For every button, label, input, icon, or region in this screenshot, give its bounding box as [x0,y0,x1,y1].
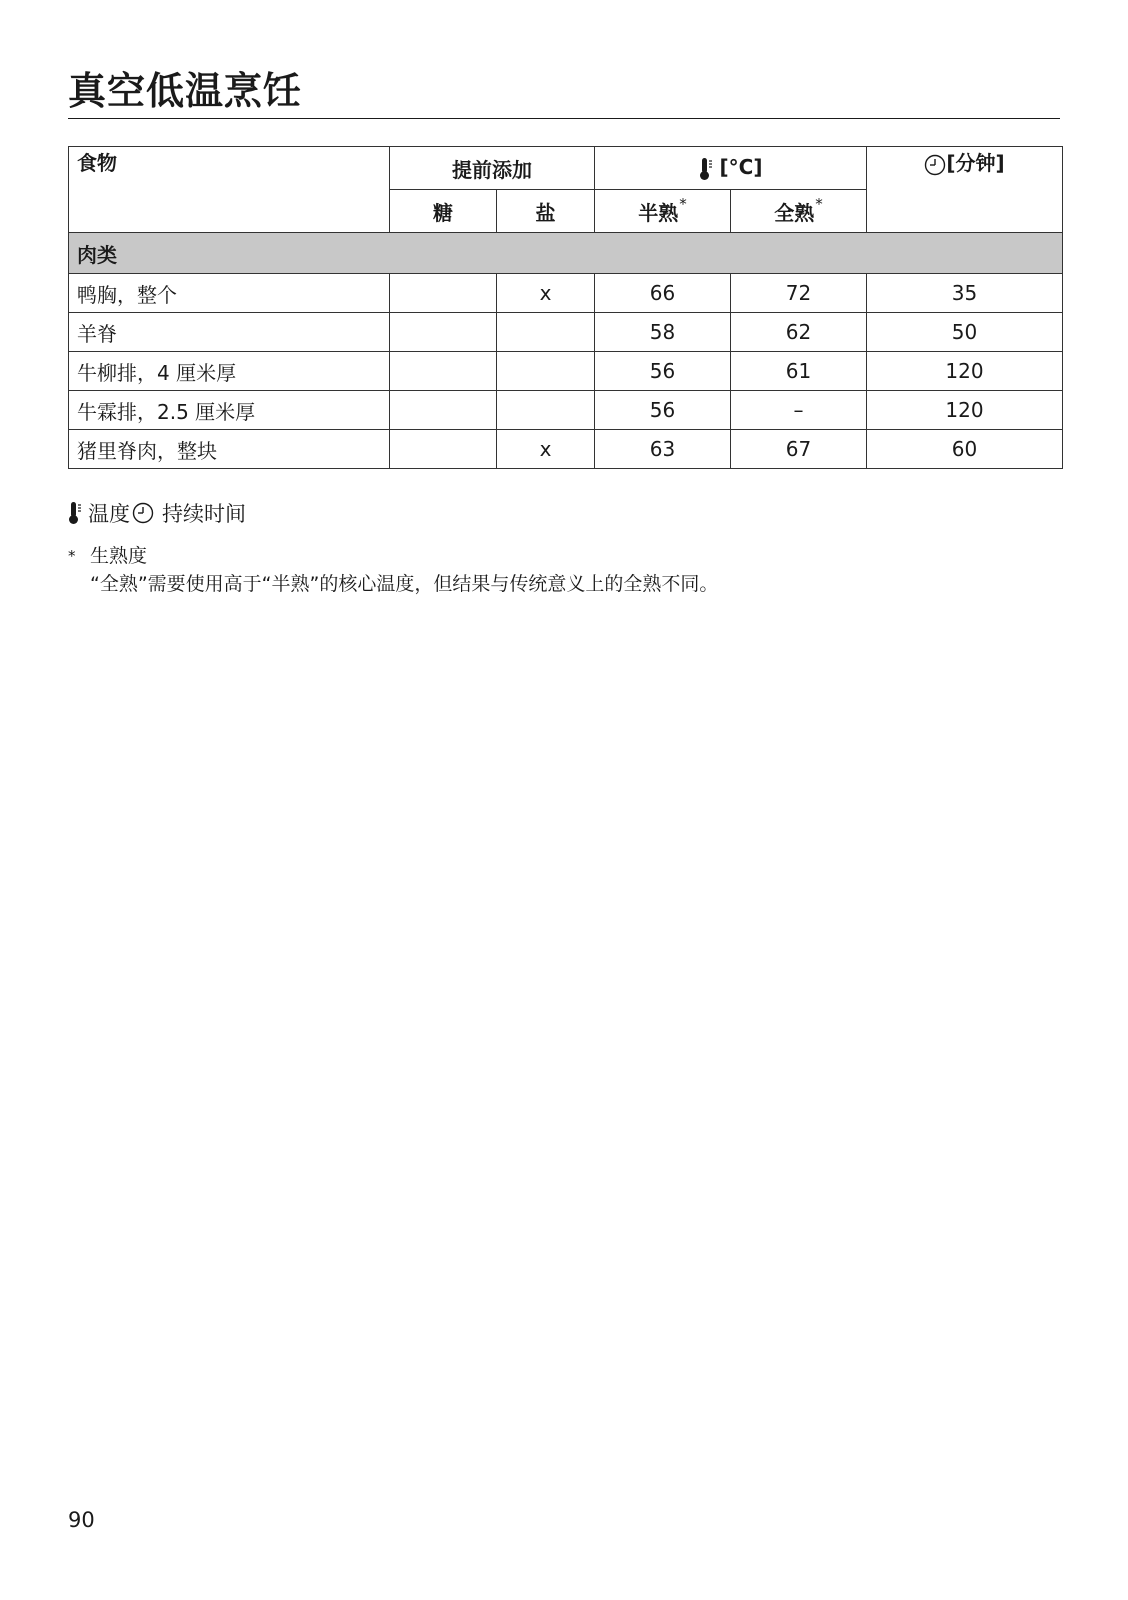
salt-cell: x [497,430,595,469]
header-sugar: 糖 [390,190,497,233]
legend-temperature: 温度 [88,502,130,526]
salt-cell [497,313,595,352]
footnote-marker: * [68,547,76,565]
thermometer-icon [699,157,713,181]
thermometer-icon [68,501,82,525]
food-cell: 鸭胸，整个 [69,274,390,313]
well-done-cell: 72 [731,274,867,313]
table-row [69,391,1063,430]
time-cell: 120 [867,352,1063,391]
header-well-done-asterisk: * [815,194,823,213]
medium-cell: 66 [595,274,731,313]
legend [68,498,246,528]
legend-duration: 持续时间 [162,502,246,526]
table-row [69,313,1063,352]
salt-cell [497,352,595,391]
page-number: 90 [68,1508,95,1532]
section-meat: 肉类 [69,233,1063,274]
time-cell: 35 [867,274,1063,313]
food-cell: 羊脊 [69,313,390,352]
header-temperature [595,147,867,190]
food-cell: 猪里脊肉，整块 [69,430,390,469]
header-food: 食物 [69,147,390,233]
well-done-cell: 61 [731,352,867,391]
well-done-cell: – [731,391,867,430]
sugar-cell [390,274,497,313]
time-cell: 120 [867,391,1063,430]
header-medium-label: 半熟 [638,200,679,225]
time-cell: 50 [867,313,1063,352]
well-done-cell: 67 [731,430,867,469]
sugar-cell [390,313,497,352]
header-medium-asterisk: * [679,194,687,213]
food-cell: 牛柳排，4 厘米厚 [69,352,390,391]
table-row [69,352,1063,391]
sugar-cell [390,352,497,391]
footnote-text: “全熟”需要使用高于“半熟”的核心温度，但结果与传统意义上的全熟不同。 [90,573,719,595]
well-done-cell: 62 [731,313,867,352]
page-title: 真空低温烹饪 [68,69,303,113]
header-add-before: 提前添加 [390,147,595,190]
title-divider [68,118,1060,119]
clock-icon [924,154,946,176]
sugar-cell [390,430,497,469]
header-temp-unit: [°C] [719,155,763,180]
medium-cell: 56 [595,352,731,391]
cooking-table [68,146,1063,469]
footnote-title: 生熟度 [90,545,148,567]
header-salt: 盐 [497,190,595,233]
header-time-unit: [分钟] [946,151,1005,175]
medium-cell: 56 [595,391,731,430]
table-row [69,430,1063,469]
salt-cell [497,391,595,430]
header-well-done [731,190,867,233]
clock-icon [132,502,154,524]
header-medium [595,190,731,233]
medium-cell: 63 [595,430,731,469]
sugar-cell [390,391,497,430]
footnote [68,542,718,598]
medium-cell: 58 [595,313,731,352]
header-time [867,147,1063,233]
salt-cell: x [497,274,595,313]
food-cell: 牛霖排，2.5 厘米厚 [69,391,390,430]
time-cell: 60 [867,430,1063,469]
table-row [69,274,1063,313]
header-well-done-label: 全熟 [774,200,815,225]
